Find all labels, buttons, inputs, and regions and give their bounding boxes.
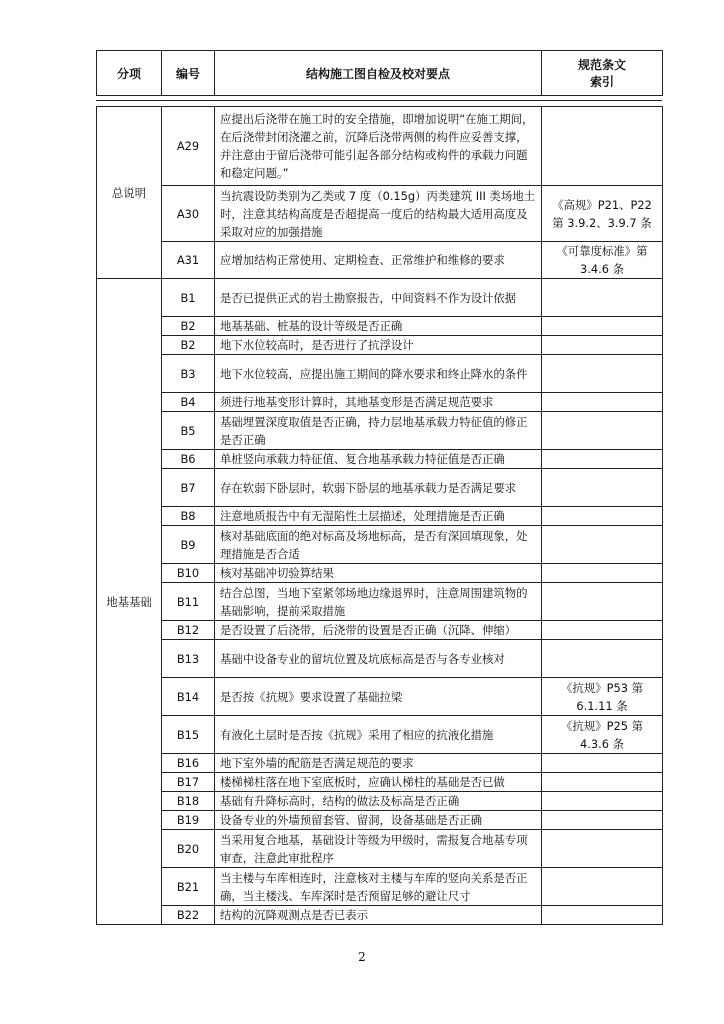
item-code: B19 [162,811,215,830]
item-text: 是否按《抗规》要求设置了基础拉梁 [215,678,542,716]
table-row [97,450,663,469]
item-text: 当主楼与车库相连时，注意核对主楼与车库的竖向关系是否正确，当主楼浅、车库深时是否预留足够的避让尺寸 [215,868,542,906]
item-code: B11 [162,583,215,621]
item-code: B22 [162,906,215,925]
table-row [97,355,663,393]
item-code: A31 [162,242,215,279]
item-text: 结合总图，当地下室紧邻场地边缘退界时，注意周围建筑物的基础影响，提前采取措施 [215,583,542,621]
item-text: 注意地质报告中有无湿陷性土层描述，处理措施是否正确 [215,507,542,526]
table-row [97,526,663,564]
item-reference [542,811,663,830]
item-reference [542,355,663,393]
item-code: B16 [162,754,215,773]
table-row [97,716,663,754]
table-row [97,754,663,773]
item-code: B8 [162,507,215,526]
item-code: B1 [162,279,215,317]
item-reference [542,640,663,678]
table-row [97,792,663,811]
item-text: 当采用复合地基，基础设计等级为甲级时，需报复合地基专项审查，注意此审批程序 [215,830,542,868]
item-text: 地下水位较高，应提出施工期间的降水要求和终止降水的条件 [215,355,542,393]
item-code: B14 [162,678,215,716]
table-row [97,336,663,355]
item-text: 是否已提供正式的岩土勘察报告，中间资料不作为设计依据 [215,279,542,317]
item-reference [542,450,663,469]
item-text: 是否设置了后浇带，后浇带的设置是否正确（沉降、伸缩） [215,621,542,640]
item-text: 结构的沉降观测点是否已表示 [215,906,542,925]
page-number: 2 [358,950,366,964]
item-reference: 《可靠度标准》第 3.4.6 条 [542,242,663,279]
item-text: 应提出后浇带在施工时的安全措施，即增加说明“在施工期间，在后浇带封闭浇灌之前，沉降后浇带两侧的构件应妥善支撑，并注意由于留后浇带可能引起各部分结构或构件的承载力问题和稳定问题。” [215,107,542,186]
item-reference: 《高规》P21、P22 第 3.9.2、3.9.7 条 [542,186,663,242]
item-code: B3 [162,355,215,393]
table-row [97,507,663,526]
item-code: A29 [162,107,215,186]
item-code: A30 [162,186,215,242]
table-row [97,868,663,906]
item-reference: 《抗规》P53 第 6.1.11 条 [542,678,663,716]
item-reference [542,526,663,564]
item-code: B7 [162,469,215,507]
item-code: B21 [162,868,215,906]
item-reference [542,868,663,906]
header-code: 编号 [162,51,215,96]
item-code: B17 [162,773,215,792]
header-category: 分项 [97,51,162,96]
item-code: B6 [162,450,215,469]
item-code: B10 [162,564,215,583]
item-reference [542,583,663,621]
item-code: B13 [162,640,215,678]
checklist-table [96,106,663,925]
category-cell: 总说明 [97,107,162,279]
item-text: 基础中设备专业的留坑位置及坑底标高是否与各专业核对 [215,640,542,678]
table-row [97,412,663,450]
item-reference [542,317,663,336]
item-reference [542,279,663,317]
header-checkpoint: 结构施工图自检及校对要点 [215,51,542,96]
item-code: B2 [162,336,215,355]
item-reference [542,412,663,450]
table-row [97,564,663,583]
table-row [97,393,663,412]
item-reference [542,564,663,583]
item-code: B5 [162,412,215,450]
table-row [97,107,663,186]
item-reference [542,393,663,412]
item-reference [542,773,663,792]
table-row [97,678,663,716]
table-row [97,583,663,621]
header-reference-line1: 规范条文 [577,58,626,72]
table-row [97,621,663,640]
header-table [96,50,663,96]
item-text: 地下室外墙的配筋是否满足规范的要求 [215,754,542,773]
table-row [97,279,663,317]
item-reference [542,107,663,186]
table-row [97,830,663,868]
item-reference [542,906,663,925]
item-code: B18 [162,792,215,811]
item-code: B9 [162,526,215,564]
item-reference [542,469,663,507]
item-code: B20 [162,830,215,868]
table-row [97,242,663,279]
item-text: 应增加结构正常使用、定期检查、正常维护和维修的要求 [215,242,542,279]
item-text: 核对基础底面的绝对标高及场地标高，是否有深回填现象，处理措施是否合适 [215,526,542,564]
item-text: 设备专业的外墙预留套管、留洞，设备基础是否正确 [215,811,542,830]
item-text: 基础有升降标高时，结构的做法及标高是否正确 [215,792,542,811]
item-reference [542,754,663,773]
category-cell: 地基基础 [97,279,162,925]
header-reference [542,51,663,96]
item-reference [542,621,663,640]
table-row [97,469,663,507]
table-row [97,186,663,242]
item-code: B4 [162,393,215,412]
item-text: 地下水位较高时，是否进行了抗浮设计 [215,336,542,355]
item-reference [542,336,663,355]
table-row [97,811,663,830]
table-row [97,773,663,792]
item-code: B12 [162,621,215,640]
item-text: 须进行地基变形计算时，其地基变形是否满足规范要求 [215,393,542,412]
item-code: B15 [162,716,215,754]
item-text: 楼梯梯柱落在地下室底板时，应确认梯柱的基础是否已做 [215,773,542,792]
item-text: 基础埋置深度取值是否正确，持力层地基承载力特征值的修正是否正确 [215,412,542,450]
table-row [97,640,663,678]
item-text: 单桩竖向承载力特征值、复合地基承载力特征值是否正确 [215,450,542,469]
item-code: B2 [162,317,215,336]
table-row [97,906,663,925]
item-text: 存在软弱下卧层时，软弱下卧层的地基承载力是否满足要求 [215,469,542,507]
item-reference [542,792,663,811]
item-text: 有液化土层时是否按《抗规》采用了相应的抗液化措施 [215,716,542,754]
header-row [97,51,663,96]
item-reference [542,830,663,868]
item-text: 地基基础、桩基的设计等级是否正确 [215,317,542,336]
header-double-rule [96,100,662,101]
item-reference [542,507,663,526]
table-row [97,317,663,336]
item-text: 核对基础冲切验算结果 [215,564,542,583]
header-reference-line2: 索引 [589,75,614,89]
item-reference: 《抗规》P25 第 4.3.6 条 [542,716,663,754]
item-text: 当抗震设防类别为乙类或 7 度（0.15g）丙类建筑 III 类场地土时，注意其结构高度是否超提高一度后的结构最大适用高度及采取对应的加强措施 [215,186,542,242]
